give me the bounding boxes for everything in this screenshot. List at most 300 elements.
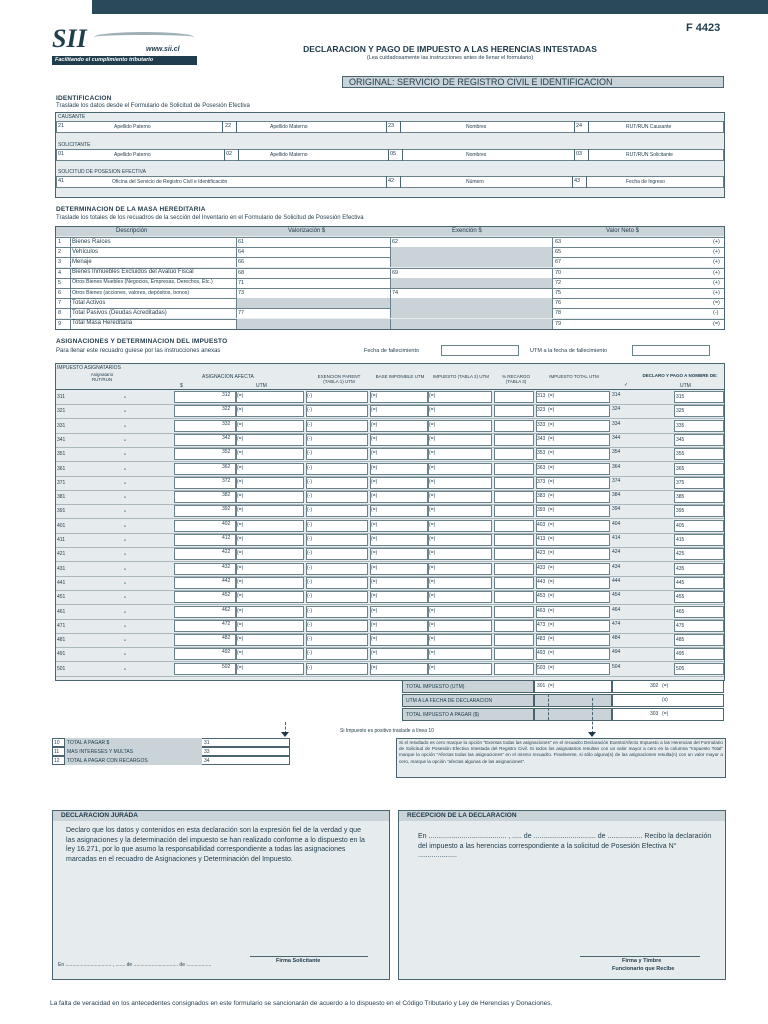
masa-divider: [552, 298, 553, 308]
recargo-field: [494, 591, 534, 603]
asig-code: 505: [676, 665, 685, 672]
sign: (=): [237, 664, 244, 671]
asig-code: 314: [612, 392, 621, 398]
asig-code: 431: [57, 565, 66, 572]
asig-code: 361: [57, 465, 66, 472]
exencion-field: [306, 606, 368, 618]
sign: (=): [429, 464, 436, 471]
masa-row-desc: Menaje: [72, 258, 92, 265]
pago-code: 33: [204, 748, 210, 755]
masa-row-desc: Otros Bienes (acciones, valores, depósitos, bonos): [72, 289, 190, 296]
masa-code: 61: [238, 239, 245, 245]
field-label: Número: [466, 179, 484, 185]
sign: (=): [371, 636, 378, 643]
sign: (=): [237, 650, 244, 657]
impuesto-field: [428, 448, 492, 460]
sign: (=): [371, 393, 378, 399]
recargo-field: [494, 577, 534, 589]
masa-row-num: 2: [58, 249, 62, 256]
asig-code: 345: [676, 436, 685, 443]
afecta-utm-field: [236, 505, 304, 517]
sign: (=): [548, 664, 555, 671]
recargo-field: [494, 420, 534, 432]
asig-code: 454: [612, 592, 621, 599]
asig-code: 341: [57, 436, 66, 443]
masa-code: 78: [555, 310, 562, 317]
masa-code: 66: [238, 259, 245, 266]
sign: (=): [371, 435, 378, 442]
field-code: 21: [58, 123, 65, 129]
pago-num: 11: [54, 748, 60, 755]
recargo-field: [494, 663, 534, 675]
exencion-cell: [390, 319, 552, 329]
asig-code: 423: [537, 550, 546, 557]
sign: (=): [371, 478, 378, 485]
recepcion-sign2: Funcionario que Recibe: [612, 966, 675, 972]
recargo-field: [494, 505, 534, 517]
valorizacion-cell: [236, 288, 390, 298]
recargo-field: [494, 463, 534, 475]
sign: (=): [237, 478, 244, 485]
dash: -: [124, 495, 126, 502]
asig-code: 315: [676, 394, 685, 400]
asig-code: 502: [222, 663, 231, 670]
field-code: 24: [576, 123, 583, 129]
sign: (-): [307, 493, 312, 500]
jurada-sign: Firma Solicitante: [276, 958, 321, 964]
asig-code: 394: [612, 506, 621, 513]
recargo-field: [494, 548, 534, 560]
exencion-cell: [390, 247, 552, 257]
asig-code: 445: [676, 579, 685, 586]
base-field: [370, 534, 428, 546]
field-code: 03: [576, 151, 583, 157]
dash: -: [124, 452, 126, 459]
asig-code: 404: [612, 520, 621, 527]
sign: (=): [371, 650, 378, 657]
masa-code: 76: [555, 300, 562, 307]
masa-row-desc: Bienes Raíces: [72, 238, 111, 245]
asig-code: 465: [676, 608, 685, 615]
col-exencion: EXENCION PARENT (TABLA 1) UTM: [317, 374, 361, 384]
sign: (-): [307, 650, 312, 657]
masa-divider: [70, 288, 71, 298]
asig-code: 363: [537, 464, 546, 471]
utm-label: UTM a la fecha de fallecimiento: [530, 348, 608, 354]
sign: (-): [307, 607, 312, 614]
asig-code: 452: [222, 592, 231, 599]
masa-sign: (+): [713, 279, 720, 286]
asig-code: 373: [537, 478, 546, 485]
base-field: [370, 563, 428, 575]
masa-sign: (=): [713, 300, 720, 307]
field-label: RUT/RUN Causante: [626, 124, 672, 130]
col-total: IMPUESTO TOTAL UTM: [549, 374, 599, 379]
dash: -: [124, 395, 126, 401]
base-field: [370, 505, 428, 517]
logo-mark: SII: [52, 24, 87, 53]
masa-code: 72: [555, 279, 562, 286]
exencion-cell: [390, 268, 552, 278]
asig-code: 391: [57, 508, 66, 515]
dash: -: [124, 552, 126, 559]
asig-row-line: [56, 676, 724, 677]
masa-row-num: 9: [58, 320, 62, 327]
afecta-utm-field: [236, 606, 304, 618]
masa-divider: [70, 268, 71, 278]
masa-code: 71: [238, 279, 245, 286]
sign: (-): [307, 521, 312, 528]
sign: (=): [429, 593, 436, 600]
asig-code: 335: [676, 422, 685, 429]
total-label: TOTAL IMPUESTO (UTM): [406, 684, 465, 690]
asig-code: 311: [57, 394, 65, 400]
asig-code: 393: [537, 507, 546, 514]
exencion-cell: [390, 308, 552, 318]
impuesto-field: [428, 520, 492, 532]
masa-divider: [552, 257, 553, 267]
sign: (-): [307, 435, 312, 442]
asig-code: 344: [612, 434, 621, 441]
exencion-field: [306, 620, 368, 632]
sign: (=): [548, 550, 555, 557]
masa-row-desc: Vehículos: [72, 248, 99, 255]
ident-intro: Traslade los datos desde el Formulario de Solicitud de Posesión Efectiva: [56, 103, 250, 109]
dash: -: [124, 523, 126, 530]
recargo-field: [494, 634, 534, 646]
sign: (=): [429, 435, 436, 442]
asig-heading: ASIGNACIONES Y DETERMINACION DEL IMPUESTO: [56, 338, 228, 345]
sign: (=): [237, 450, 244, 457]
asig-code: 332: [222, 420, 231, 427]
col-declaro: DECLARO Y PAGO A NOMBRE DE:: [642, 373, 718, 378]
exencion-field: [306, 548, 368, 560]
impuesto-field: [428, 577, 492, 589]
asig-code: 402: [222, 520, 231, 527]
masa-code: 69: [392, 269, 399, 276]
field-code: 43: [574, 178, 581, 184]
exencion-cell: [390, 278, 552, 288]
base-field: [370, 663, 428, 675]
pago-label: MAS INTERESES Y MULTAS: [67, 748, 134, 755]
col-asignatario: Asignatario RUT/RUN: [90, 372, 114, 382]
exencion-cell: [390, 257, 552, 267]
masa-divider: [70, 298, 71, 308]
masa-divider: [70, 278, 71, 288]
sign: (=): [548, 450, 555, 457]
masa-divider: [552, 268, 553, 278]
sign: (=): [429, 650, 436, 657]
masa-row-desc: Total Activos: [72, 299, 106, 306]
sign: (=): [429, 478, 436, 485]
impuesto-field: [428, 405, 492, 417]
masa-sign: (-): [713, 310, 719, 317]
sign: (=): [429, 450, 436, 457]
col-base: BASE IMPONIBLE UTM: [375, 374, 425, 379]
masa-divider: [552, 278, 553, 288]
col-recargo: % RECARGO (TABLA 3): [501, 374, 530, 384]
total-label: UTM A LA FECHA DE DECLARACION: [406, 698, 493, 704]
asig-code: 384: [612, 492, 621, 499]
exencion-field: [306, 491, 368, 503]
asig-code: 471: [57, 622, 66, 629]
asig-code: 503: [537, 664, 546, 671]
sign: (=): [548, 493, 555, 500]
masa-code: 70: [555, 269, 562, 276]
arrow-right-head: [588, 732, 596, 737]
masa-row-desc: Total Masa Hereditaria: [72, 320, 133, 327]
result-note: Si el resultado es cero marque la opción "Exentas todas las asignaciones" en el recuadro Declaración Exento/Afecto Impuesto a las Herencias del Formulario de Solicitud de Posesión Efectiva Intestada del Registro Civil. Si todos los asignatarios resultan con un valor mayor a cero en la columna "Impuesto Total" marque la opción "Afectas todas las asignaciones" en el mismo recuadro. Finalmente, si sólo alguna(s) de las asignaciones resulta(n) con un valor mayor a cero, marque la opción "afectas algunas de las asignaciones".: [399, 740, 723, 764]
masa-heading: DETERMINACION DE LA MASA HEREDITARIA: [56, 206, 206, 213]
sign: (=): [548, 564, 555, 571]
sign: (-): [307, 407, 312, 414]
total-sign: (=): [548, 683, 555, 689]
sign: (=): [371, 421, 378, 428]
asig-code: 321: [57, 408, 66, 415]
pago-label: TOTAL A PAGAR $: [67, 739, 110, 746]
field-code: 02: [226, 151, 233, 157]
asig-code: 323: [537, 407, 546, 414]
asig-code: 371: [57, 479, 66, 486]
sign: (=): [548, 407, 555, 414]
recargo-field: [494, 620, 534, 632]
dash: -: [124, 666, 126, 673]
field-code: 42: [388, 178, 395, 184]
sign: (=): [371, 507, 378, 514]
base-field: [370, 520, 428, 532]
sign: (-): [307, 464, 312, 471]
sign: (=): [237, 507, 244, 514]
total-label: TOTAL IMPUESTO A PAGAR ($): [406, 712, 480, 718]
sign: (=): [237, 636, 244, 643]
asig-code: 325: [676, 408, 685, 415]
afecta-utm-field: [236, 463, 304, 475]
sign: (=): [371, 607, 378, 614]
afecta-utm-field: [236, 434, 304, 446]
asig-code: 381: [57, 494, 66, 501]
pago-code: 31: [204, 739, 210, 746]
col-impuesto: IMPUESTO (TABLA 2) UTM: [432, 374, 490, 379]
dash: -: [124, 595, 126, 602]
asig-code: 324: [612, 406, 621, 413]
base-field: [370, 577, 428, 589]
base-field: [370, 648, 428, 660]
sign: (=): [548, 421, 555, 428]
fecha-fallecimiento-field[interactable]: [441, 345, 519, 356]
exencion-field: [306, 534, 368, 546]
impuesto-field: [428, 505, 492, 517]
total-code: 302: [650, 683, 659, 689]
total-field: [534, 708, 612, 721]
sign: (=): [429, 664, 436, 671]
sign: (=): [548, 435, 555, 442]
masa-code: 62: [392, 239, 399, 245]
dash: -: [124, 623, 126, 630]
base-field: [370, 620, 428, 632]
field-code: 41: [58, 178, 65, 184]
base-field: [370, 391, 428, 403]
col-decl-utm: UTM: [680, 383, 691, 389]
recepcion-heading: RECEPCION DE LA DECLARACION: [399, 811, 725, 821]
base-field: [370, 434, 428, 446]
sii-logo: [52, 24, 197, 66]
masa-row-num: 6: [58, 290, 62, 296]
total-sign: (=): [662, 711, 669, 717]
asig-code: 355: [676, 451, 685, 458]
recepcion-text: En ........................................ , ..... de ................................ de .................. Recibo la declaración del impuesto a las herencias correspondiente a la solicitud de Posesión Efectiva N° ....................: [418, 833, 712, 860]
fecha-label: Fecha de fallecimiento: [364, 348, 420, 354]
sign: (=): [429, 536, 436, 542]
sign: (-): [307, 421, 312, 428]
sign: (=): [237, 536, 244, 542]
dash: -: [124, 580, 126, 587]
sign: (-): [307, 593, 312, 600]
sign: (=): [237, 435, 244, 442]
field-label: Nombres: [466, 152, 487, 158]
valorizacion-cell: [236, 237, 390, 247]
arrow-right: [592, 698, 593, 734]
field-label: Oficina del Servicio de Registro Civil e Identificación: [112, 179, 228, 185]
impuesto-field: [428, 534, 492, 546]
base-field: [370, 591, 428, 603]
sign: (=): [237, 550, 244, 557]
sign: (=): [429, 621, 436, 628]
asig-code: 484: [612, 635, 621, 642]
asig-code: 405: [676, 522, 685, 529]
base-field: [370, 448, 428, 460]
masa-divider: [70, 257, 71, 267]
base-field: [370, 420, 428, 432]
asig-code: 493: [537, 650, 546, 657]
logo-site: www.sii.cl: [146, 46, 180, 53]
sign: (-): [307, 636, 312, 643]
masa-sign: (+): [713, 290, 720, 296]
impuesto-field: [428, 491, 492, 503]
afecta-utm-field: [236, 620, 304, 632]
dash: -: [124, 609, 126, 616]
utm-fallecimiento-field[interactable]: [632, 345, 710, 356]
sign: (=): [429, 393, 436, 399]
asig-code: 415: [676, 537, 685, 543]
form-subtitle: (Lea cuidadosamente las instrucciones antes de llenar el formulario): [366, 55, 534, 61]
masa-divider: [70, 237, 71, 247]
exencion-field: [306, 420, 368, 432]
sign: (-): [307, 478, 312, 485]
sign: (=): [429, 550, 436, 557]
asig-code: 424: [612, 549, 621, 556]
asig-code: 422: [222, 549, 231, 556]
exencion-field: [306, 505, 368, 517]
dash: -: [124, 409, 126, 416]
sign: (=): [429, 407, 436, 414]
sign: (=): [371, 621, 378, 628]
sign: (=): [237, 407, 244, 414]
asig-code: 494: [612, 649, 621, 656]
recepcion-sign1: Firma y Timbre: [622, 958, 662, 964]
masa-divider: [70, 247, 71, 257]
posesion-label: SOLICITUD DE POSESION EFECTIVA: [58, 169, 146, 175]
asig-code: 372: [222, 477, 231, 484]
dash: -: [124, 423, 126, 430]
arrow-left-head: [281, 732, 289, 737]
pago-label: TOTAL A PAGAR CON RECARGOS: [67, 757, 148, 764]
asig-code: 433: [537, 564, 546, 571]
field-code: 05: [390, 151, 397, 157]
asig-code: 501: [57, 665, 66, 672]
sign: (=): [371, 407, 378, 414]
dash: -: [124, 509, 126, 516]
sign: (=): [237, 493, 244, 500]
masa-code: 67: [555, 259, 562, 266]
asig-code: 313: [537, 393, 546, 399]
sign: (=): [371, 578, 378, 585]
impuesto-field: [428, 434, 492, 446]
masa-sign: (+): [713, 239, 720, 245]
asig-code: 461: [57, 608, 66, 615]
afecta-utm-field: [236, 577, 304, 589]
asig-code: 421: [57, 551, 66, 558]
exencion-field: [306, 563, 368, 575]
dash: -: [124, 638, 126, 645]
masa-row-num: 5: [58, 279, 62, 286]
masa-row-desc: Otros Bienes Muebles (Negocios, Empresas, Derechos, Etc.): [72, 279, 213, 286]
afecta-utm-field: [236, 405, 304, 417]
valorizacion-cell: [236, 278, 390, 288]
field-code: 23: [388, 123, 395, 129]
masa-row-desc: Total Pasivos (Deudas Acreditadas): [72, 309, 167, 316]
masa-code: 64: [238, 249, 245, 256]
solicitante-label: SOLICITANTE: [58, 142, 91, 148]
afecta-utm-field: [236, 663, 304, 675]
base-field: [370, 491, 428, 503]
sign: (=): [548, 507, 555, 514]
asig-code: 472: [222, 620, 231, 627]
check-icon: ✓: [624, 382, 629, 388]
sign: (-): [307, 550, 312, 557]
valorizacion-cell: [236, 298, 390, 308]
field-label: Nombres: [466, 124, 487, 130]
causante-label: CAUSANTE: [58, 114, 86, 120]
asig-code: 331: [57, 422, 66, 429]
masa-divider: [552, 288, 553, 298]
asig-code: 364: [612, 463, 621, 470]
arrow-mid: [548, 694, 549, 720]
afecta-utm-field: [236, 634, 304, 646]
sign: (-): [307, 507, 312, 514]
masa-sign: (+): [713, 259, 720, 266]
pago-num: 12: [54, 757, 60, 764]
exencion-field: [306, 463, 368, 475]
masa-divider: [70, 319, 71, 329]
exencion-field: [306, 434, 368, 446]
copy-label: ORIGINAL: SERVICIO DE REGISTRO CIVIL E IDENTIFICACION: [342, 76, 724, 88]
recargo-field: [494, 434, 534, 446]
masa-row-num: 7: [58, 300, 62, 307]
exencion-field: [306, 663, 368, 675]
exencion-field: [306, 520, 368, 532]
field-label: Apellido Materno: [270, 152, 308, 158]
field-label: Apellido Paterno: [114, 124, 151, 130]
impuesto-field: [428, 606, 492, 618]
recargo-field: [494, 391, 534, 403]
sign: (=): [237, 421, 244, 428]
asig-code: 453: [537, 593, 546, 600]
asig-code: 322: [222, 406, 231, 413]
afecta-utm-field: [236, 534, 304, 546]
col-valor-neto: Valor Neto $: [606, 228, 639, 234]
sign: (=): [371, 536, 378, 542]
asig-code: 504: [612, 663, 621, 670]
